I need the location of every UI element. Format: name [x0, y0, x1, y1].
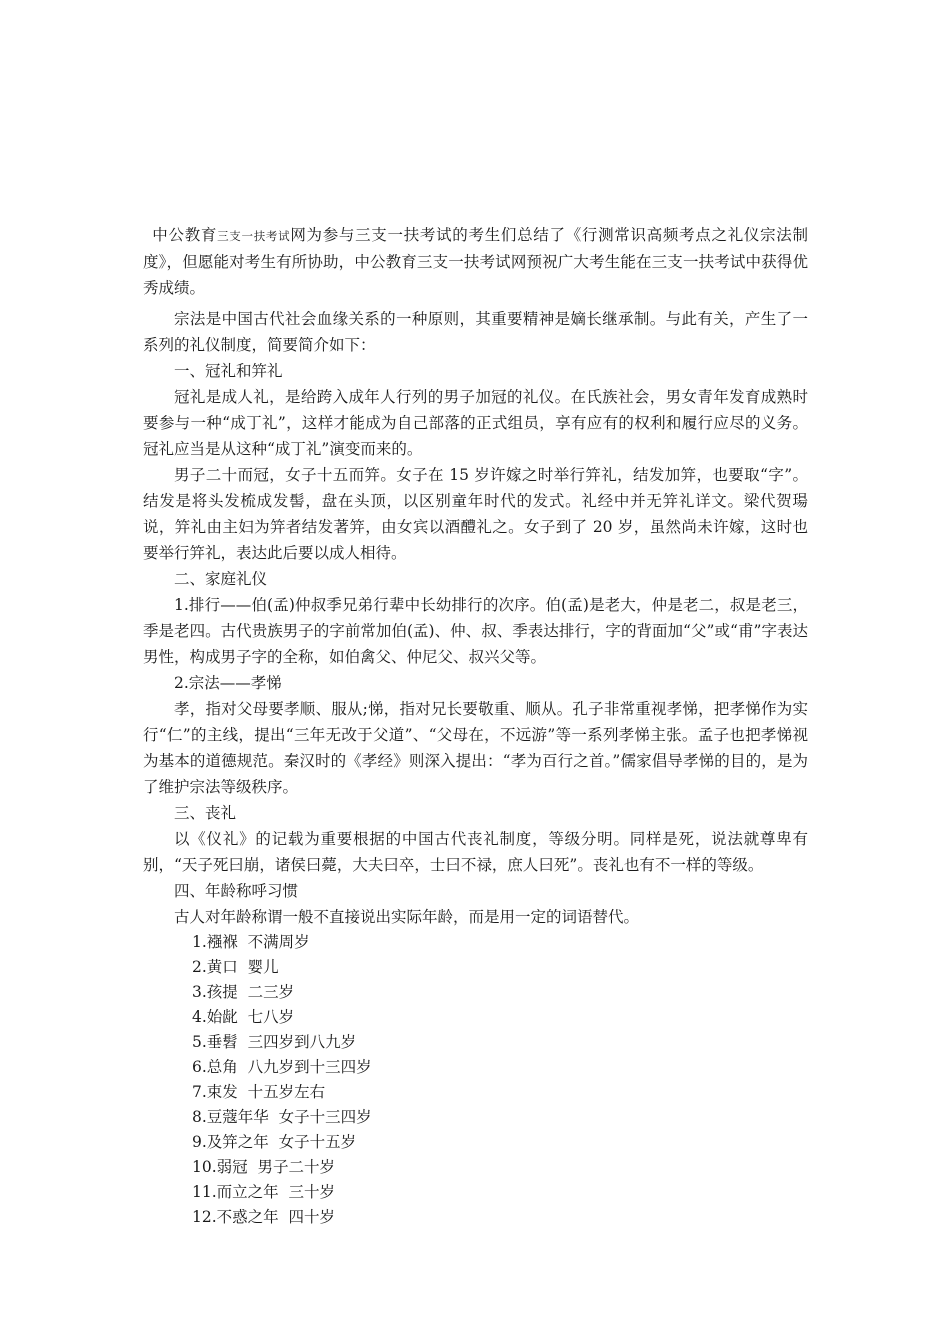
list-item: [192, 1030, 808, 1055]
age-meaning: 二三岁: [237, 983, 295, 1001]
age-term: 9.及笄之年: [192, 1133, 269, 1151]
age-term: 5.垂髫: [192, 1033, 238, 1051]
list-item: [192, 1155, 808, 1180]
section4-paragraph-1: 古人对年龄称谓一般不直接说出实际年龄，而是用一定的词语替代。: [174, 908, 640, 926]
age-meaning: 女子十三四岁: [268, 1108, 372, 1126]
age-meaning: 十五岁左右: [237, 1083, 326, 1101]
age-term: 3.孩提: [192, 983, 238, 1001]
intro-brand: 中公教育: [152, 226, 218, 244]
age-meaning: 女子十五岁: [268, 1133, 357, 1151]
age-term: 8.豆蔻年华: [192, 1108, 269, 1126]
age-term: 4.始龀: [192, 1008, 238, 1026]
section2-title: 二、家庭礼仪: [174, 570, 268, 588]
list-item: [192, 1130, 808, 1155]
intro-site-link[interactable]: 三支一扶考试: [217, 229, 291, 243]
section2-paragraph-1: 1.排行——伯(孟)仲叔季兄弟行辈中长幼排行的次序。伯(孟)是老大，仲是老二，叔是老三，季是老四。古代贵族男子的字前常加伯(孟)、仲、叔、季表达排行，字的背面加“父”或“甫”字表达男性，构成男子字的全称，如伯禽父、仲尼父、叔兴父等。: [143, 596, 808, 666]
list-item: [192, 1180, 808, 1205]
age-term-list: [143, 930, 808, 1230]
section2-paragraph-2: 孝，指对父母要孝顺、服从;悌，指对兄长要敬重、顺从。孔子非常重视孝悌，把孝悌作为实行“仁”的主线，提出“三年无改于父道”、“父母在，不远游”等一系列孝悌主张。孟子也把孝悌视为基本的道德规范。秦汉时的《孝经》则深入提出：“孝为百行之首。”儒家倡导孝悌的目的，是为了维护宗法等级秩序。: [143, 700, 808, 796]
section2-subheading: 2.宗法——孝悌: [174, 674, 282, 692]
list-item: [192, 955, 808, 980]
article-body: [143, 222, 808, 1230]
age-term: 11.而立之年: [192, 1183, 279, 1201]
age-meaning: 八九岁到十三四岁: [237, 1058, 372, 1076]
age-meaning: 男子二十岁: [247, 1158, 336, 1176]
intro-paragraph: [143, 222, 808, 301]
section4-title: 四、年龄称呼习惯: [174, 882, 299, 900]
age-meaning: 不满周岁: [237, 933, 310, 951]
age-term: 7.束发: [192, 1083, 238, 1101]
list-item: [192, 1005, 808, 1030]
overview-paragraph: 宗法是中国古代社会血缘关系的一种原则，其重要精神是嫡长继承制。与此有关，产生了一系列的礼仪制度，简要简介如下：: [143, 310, 808, 354]
list-item: [192, 1105, 808, 1130]
age-term: 6.总角: [192, 1058, 238, 1076]
list-item: [192, 1205, 808, 1230]
age-term: 2.黄口: [192, 958, 238, 976]
age-term: 1.襁褓: [192, 933, 238, 951]
age-term: 10.弱冠: [192, 1158, 248, 1176]
age-term: 12.不惑之年: [192, 1208, 279, 1226]
section3-paragraph-1: 以《仪礼》的记载为重要根据的中国古代丧礼制度，等级分明。同样是死，说法就尊卑有别，“天子死曰崩，诸侯曰薨，大夫曰卒，士曰不禄，庶人曰死”。丧礼也有不一样的等级。: [143, 830, 808, 874]
list-item: [192, 1080, 808, 1105]
section3-title: 三、丧礼: [174, 804, 237, 822]
list-item: [192, 930, 808, 955]
section1-paragraph-2: 男子二十而冠，女子十五而笄。女子在 15 岁许嫁之时举行笄礼，结发加笄，也要取“字”。结发是将头发梳成发髻，盘在头顶，以区别童年时代的发式。礼经中并无笄礼详文。梁代贺瑒说，笄礼由主妇为笄者结发著笄，由女宾以酒醴礼之。女子到了 20 岁，虽然尚未许嫁，这时也要举行笄礼，表达此后要以成人相待。: [143, 466, 808, 562]
list-item: [192, 980, 808, 1005]
age-meaning: 七八岁: [237, 1008, 295, 1026]
age-meaning: 四十岁: [278, 1208, 336, 1226]
list-item: [192, 1055, 808, 1080]
intro-text: 网为参与三支一扶考试的考生们总结了《行测常识高频考点之礼仪宗法制度》，但愿能对考生有所协助，中公教育三支一扶考试网预祝广大考生能在三支一扶考试中获得优秀成绩。: [143, 226, 808, 297]
section1-paragraph-1: 冠礼是成人礼，是给跨入成年人行列的男子加冠的礼仪。在氏族社会，男女青年发育成熟时要参与一种“成丁礼”，这样才能成为自己部落的正式组员，享有应有的权利和履行应尽的义务。冠礼应当是从这种“成丁礼”演变而来的。: [143, 388, 808, 458]
section1-title: 一、冠礼和笄礼: [174, 362, 283, 380]
age-meaning: 三十岁: [278, 1183, 336, 1201]
age-meaning: 婴儿: [237, 958, 279, 976]
age-meaning: 三四岁到八九岁: [237, 1033, 357, 1051]
